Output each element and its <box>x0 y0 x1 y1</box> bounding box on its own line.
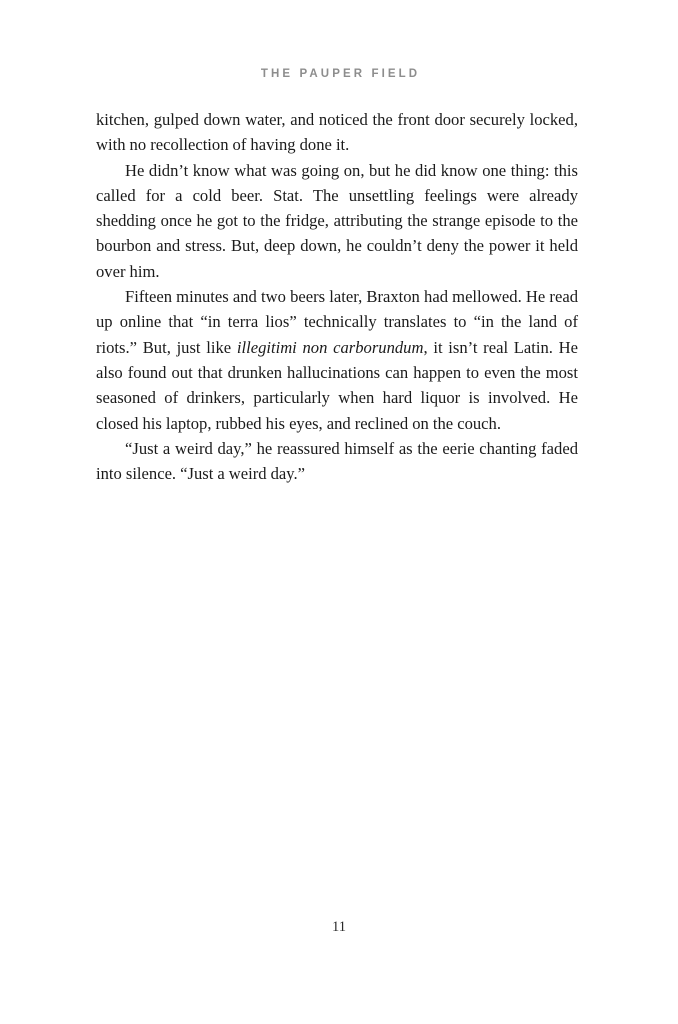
latin-phrase-italic: illegitimi non carborundum <box>236 337 424 357</box>
body-text-block <box>96 107 578 486</box>
running-head: THE PAUPER FIELD <box>260 68 421 80</box>
paragraph-3-text-before-italic: Fifteen minutes and two beers later, Braxton had mellowed. He read up online that “in terra lios” technically translates to “in the land of riots.” But, just like <box>96 287 578 357</box>
paragraph-1: kitchen, gulped down water, and noticed the front door securely locked, with no recollection of having done it. <box>96 110 578 155</box>
page-number: 11 <box>332 919 346 935</box>
paragraph-2: He didn’t know what was going on, but he did know one thing: this called for a cold beer. Stat. The unsettling feelings were already shedding once he got to the fridge, attributing the strange episode to the bourbon and stress. But, deep down, he couldn’t deny the power it held over him. <box>96 160 578 281</box>
paragraph-3 <box>96 284 578 436</box>
paragraph-3-text-after-italic: , it isn’t real Latin. He also found out that drunken hallucinations can happen to even the most seasoned of drinkers, particularly when hard liquor is involved. He closed his laptop, rubbed his eyes, and reclined on the couch. <box>96 337 579 433</box>
paragraph-4: “Just a weird day,” he reassured himself as the eerie chanting faded into silence. “Just a weird day.” <box>96 438 578 484</box>
